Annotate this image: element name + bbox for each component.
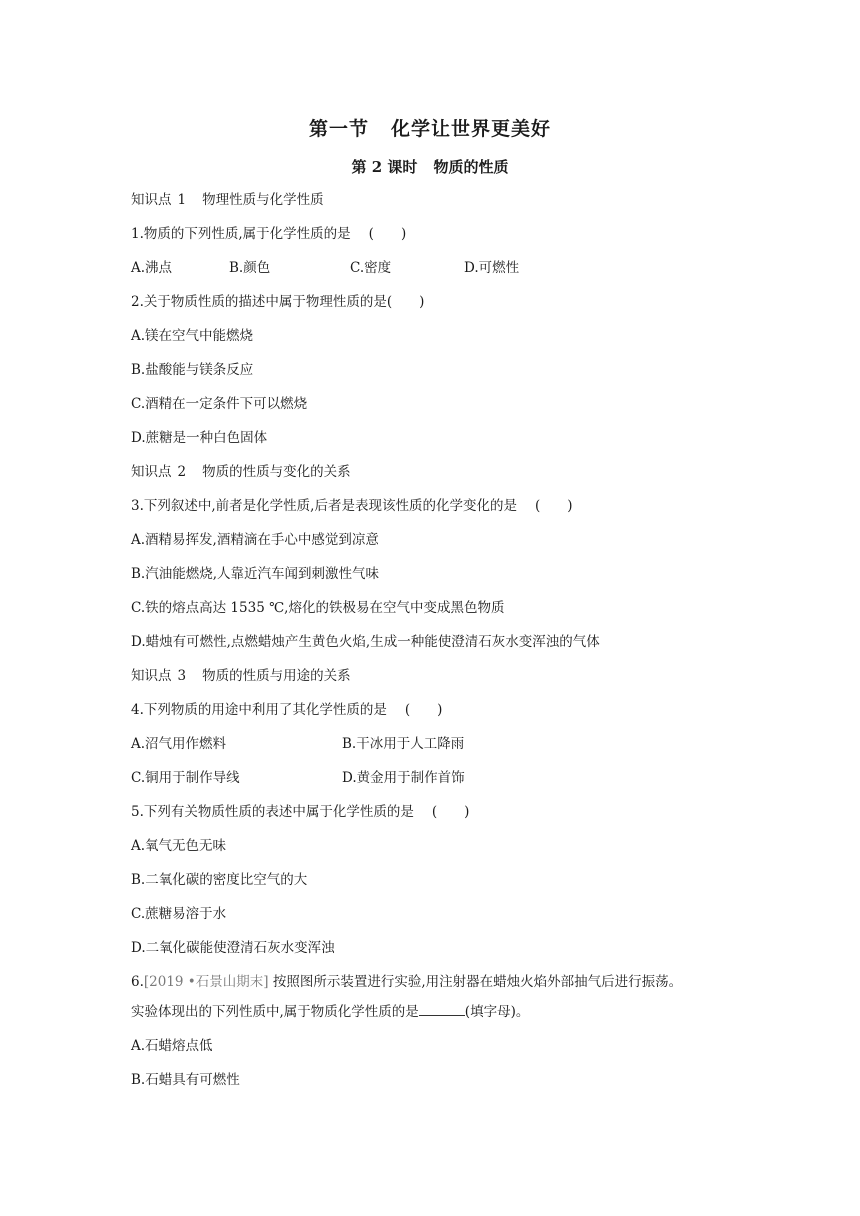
q2-option-d: D.蔗糖是一种白色固体 [131,430,268,446]
q1-option-b: B.颜色 [229,260,271,276]
question-1: 1.物质的下列性质,属于化学性质的是 ( ) [131,226,407,242]
answer-parentheses: ( ) [368,226,407,242]
page-title [0,114,860,141]
q3-option-d: D.蜡烛有可燃性,点燃蜡烛产生黄色火焰,生成一种能使澄清石灰水变浑浊的气体 [131,634,600,650]
answer-blank [419,1003,465,1016]
answer-parentheses: ( ) [386,294,425,310]
q4-option-b: B.干冰用于人工降雨 [342,736,465,752]
knowledge-point-2: 知识点 2 物质的性质与变化的关系 [131,464,351,480]
answer-parentheses: ( ) [404,702,443,718]
q1-option-a: A.沸点 [131,260,173,276]
q2-option-c: C.酒精在一定条件下可以燃烧 [131,396,308,412]
q4-option-a: A.沼气用作燃料 [131,736,227,752]
q5-option-c: C.蔗糖易溶于水 [131,906,227,922]
q6-option-a: A.石蜡熔点低 [131,1038,213,1054]
question-6: 6.[2019 •石景山期末] 按照图所示装置进行实验,用注射器在蜡烛火焰外部抽气后进行振荡。 [131,974,683,990]
question-3: 3.下列叙述中,前者是化学性质,后者是表现该性质的化学变化的是 ( ) [131,498,573,514]
answer-parentheses: ( ) [534,498,573,514]
q3-option-b: B.汽油能燃烧,人靠近汽车闻到刺激性气味 [131,566,380,582]
q3-option-c: C.铁的熔点高达 1535 ℃,熔化的铁极易在空气中变成黑色物质 [131,600,505,616]
lesson-title: 物质的性质 [433,158,509,176]
question-2: 2.关于物质性质的描述中属于物理性质的是( ) [131,294,425,310]
question-4: 4.下列物质的用途中利用了其化学性质的是 ( ) [131,702,443,718]
q3-option-a: A.酒精易挥发,酒精滴在手心中感觉到凉意 [131,532,379,548]
question-source: [2019 •石景山期末] [143,974,269,990]
lesson-subtitle [0,156,860,177]
q2-option-a: A.镁在空气中能燃烧 [131,328,254,344]
question-5: 5.下列有关物质性质的表述中属于化学性质的是 ( ) [131,804,470,820]
q4-option-d: D.黄金用于制作首饰 [342,770,465,786]
q5-option-b: B.二氧化碳的密度比空气的大 [131,872,308,888]
q1-option-c: C.密度 [350,260,392,276]
q5-option-a: A.氧气无色无味 [131,838,227,854]
q6-option-b: B.石蜡具有可燃性 [131,1072,240,1088]
knowledge-point-3: 知识点 3 物质的性质与用途的关系 [131,668,351,684]
q2-option-b: B.盐酸能与镁条反应 [131,362,254,378]
section-title: 化学让世界更美好 [391,118,552,140]
knowledge-point-1: 知识点 1 物理性质与化学性质 [131,192,324,208]
q1-option-d: D.可燃性 [464,260,520,276]
q4-option-c: C.铜用于制作导线 [131,770,240,786]
q5-option-d: D.二氧化碳能使澄清石灰水变浑浊 [131,940,335,956]
lesson-number: 第 2 课时 [351,158,418,176]
answer-parentheses: ( ) [431,804,470,820]
question-6-line-2: 实验体现出的下列性质中,属于物质化学性质的是 (填字母)。 [131,1004,530,1020]
section-number: 第一节 [308,118,369,140]
